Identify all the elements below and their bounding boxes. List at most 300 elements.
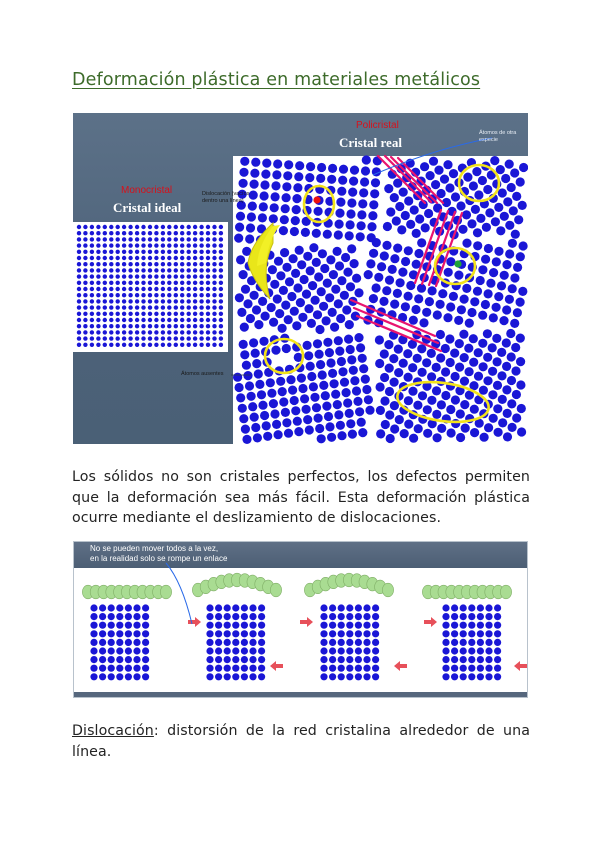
lattice-atom — [180, 287, 184, 291]
crystal-atom — [463, 173, 472, 182]
crystal-atom — [390, 254, 399, 263]
crystal-atom — [338, 176, 347, 185]
crystal-atom — [489, 313, 498, 322]
crystal-atom — [281, 408, 290, 417]
lattice-atom — [199, 324, 203, 328]
crystal-atom — [464, 344, 473, 353]
lattice-atom — [193, 237, 197, 241]
crystal-atom — [355, 407, 364, 416]
lattice-atom — [128, 250, 132, 254]
crystal-atom — [404, 420, 413, 429]
caterpillar-segment — [270, 583, 281, 597]
crystal-atom — [417, 284, 426, 293]
lattice-atom — [199, 250, 203, 254]
lattice-atom — [187, 250, 191, 254]
lattice-atom — [77, 299, 81, 303]
crystal-atom — [333, 400, 342, 409]
crystal-atom — [478, 265, 487, 274]
crystal-atom — [470, 405, 479, 414]
crystal-atom — [347, 355, 356, 364]
slip-atom — [338, 613, 345, 620]
crystal-atom — [385, 387, 394, 396]
crystal-atom — [401, 302, 410, 311]
lattice-atom — [116, 305, 120, 309]
lattice-atom — [180, 281, 184, 285]
slip-atom — [108, 639, 115, 646]
lattice-atom — [83, 287, 87, 291]
lattice-atom — [122, 293, 126, 297]
lattice-atom — [154, 305, 158, 309]
crystal-atom — [252, 359, 261, 368]
crystal-atom — [369, 200, 378, 209]
crystal-atom — [441, 391, 450, 400]
lattice-atom — [148, 243, 152, 247]
crystal-atom — [302, 405, 311, 414]
lattice-atom — [219, 268, 223, 272]
lattice-atom — [141, 293, 145, 297]
lattice-atom — [206, 293, 210, 297]
crystal-atom — [507, 352, 516, 361]
crystal-atom — [286, 375, 295, 384]
crystal-atom — [342, 305, 351, 314]
slip-atom — [477, 622, 484, 629]
lattice-atom — [187, 281, 191, 285]
lattice-atom — [174, 287, 178, 291]
crystal-atom — [262, 159, 271, 168]
crystal-atom — [502, 385, 511, 394]
lattice-atom — [187, 330, 191, 334]
crystal-atom — [261, 170, 270, 179]
lattice-atom — [187, 274, 191, 278]
lattice-atom — [187, 343, 191, 347]
lattice-atom — [122, 256, 126, 260]
slip-atom — [494, 673, 501, 680]
crystal-atom — [280, 215, 289, 224]
crystal-atom — [494, 247, 503, 256]
slip-atom — [99, 656, 106, 663]
crystal-atom — [438, 289, 447, 298]
slip-atom — [320, 613, 327, 620]
crystal-atom — [292, 321, 301, 330]
lattice-atom — [187, 336, 191, 340]
crystal-atom — [401, 211, 410, 220]
crystal-atom — [263, 432, 272, 441]
crystal-atom — [323, 230, 332, 239]
crystal-atom — [422, 358, 431, 367]
crystal-atom — [401, 257, 410, 266]
crystal-atom — [380, 373, 389, 382]
slip-atom — [460, 665, 467, 672]
slip-atom — [116, 630, 123, 637]
slip-atom — [338, 639, 345, 646]
slip-atom — [241, 673, 248, 680]
slip-atom — [241, 630, 248, 637]
crystal-atom — [337, 187, 346, 196]
slip-atom — [338, 673, 345, 680]
slip-atom — [372, 613, 379, 620]
crystal-atom — [326, 358, 335, 367]
lattice-atom — [212, 243, 216, 247]
crystal-atom — [393, 289, 402, 298]
lattice-atom — [128, 312, 132, 316]
lattice-atom — [109, 268, 113, 272]
crystal-atom — [328, 369, 337, 378]
slip-atom — [477, 647, 484, 654]
crystal-atom — [330, 323, 339, 332]
crystal-atom — [418, 391, 427, 400]
slip-atom — [232, 630, 239, 637]
crystal-atom — [284, 429, 293, 438]
slip-atom — [258, 656, 265, 663]
slip-atom — [224, 630, 231, 637]
crystal-atom — [354, 333, 363, 342]
slip-atom — [133, 613, 140, 620]
lattice-atom — [109, 299, 113, 303]
slip-atom — [241, 639, 248, 646]
lattice-atom — [135, 250, 139, 254]
lattice-atom — [135, 225, 139, 229]
lattice-atom — [161, 324, 165, 328]
slip-atom — [116, 665, 123, 672]
lattice-atom — [174, 336, 178, 340]
lattice-atom — [83, 293, 87, 297]
dislocation-definition: : distorsión de la red cristalina alrededor de una línea. — [72, 723, 530, 760]
crystal-atom — [347, 198, 356, 207]
crystal-atom — [236, 393, 245, 402]
lattice-atom — [161, 243, 165, 247]
slip-atom — [338, 656, 345, 663]
crystal-atom — [512, 192, 521, 201]
crystal-atom — [508, 284, 517, 293]
lattice-atom — [135, 305, 139, 309]
lattice-atom — [83, 343, 87, 347]
lattice-atom — [206, 225, 210, 229]
slip-atom — [363, 604, 370, 611]
lattice-atom — [174, 231, 178, 235]
crystal-atom — [431, 180, 440, 189]
crystal-atom — [309, 243, 318, 252]
crystal-atom — [474, 348, 483, 357]
lattice-atom — [83, 250, 87, 254]
lattice-atom — [135, 231, 139, 235]
crystal-atom — [245, 234, 254, 243]
lattice-atom — [116, 343, 120, 347]
slip-atom — [258, 622, 265, 629]
crystal-atom — [396, 278, 405, 287]
lattice-atom — [109, 274, 113, 278]
crystal-atom — [508, 239, 517, 248]
atomos-ausentes-note: Átomos ausentes — [181, 371, 224, 377]
slip-atom — [338, 647, 345, 654]
lattice-atom — [219, 231, 223, 235]
lattice-atom — [128, 237, 132, 241]
slip-atom — [206, 639, 213, 646]
lattice-atom — [116, 336, 120, 340]
lattice-atom — [77, 336, 81, 340]
lattice-atom — [187, 237, 191, 241]
lattice-atom — [193, 287, 197, 291]
crystal-atom — [336, 314, 345, 323]
crystal-atom — [382, 286, 391, 295]
slip-atom — [494, 639, 501, 646]
crystal-atom — [479, 362, 488, 371]
atomos-extra-note: Átomos de otra especie — [479, 130, 517, 143]
lattice-atom — [116, 250, 120, 254]
crystal-atom — [270, 280, 279, 289]
slip-atom — [133, 604, 140, 611]
crystal-atom — [327, 175, 336, 184]
slip-atom — [468, 673, 475, 680]
slip-atom — [442, 630, 449, 637]
lattice-atom — [180, 293, 184, 297]
slip-atom — [258, 665, 265, 672]
lattice-atom — [167, 250, 171, 254]
crystal-atom — [497, 371, 506, 380]
slip-atom — [249, 656, 256, 663]
lattice-atom — [167, 243, 171, 247]
slip-atom — [442, 647, 449, 654]
crystal-atom — [323, 338, 332, 347]
lattice-atom — [193, 293, 197, 297]
slip-atom — [90, 622, 97, 629]
dislocation-slip-figure — [73, 541, 528, 698]
crystal-atom — [370, 189, 379, 198]
crystal-atom — [414, 424, 423, 433]
crystal-atom — [423, 429, 432, 438]
lattice-atom — [161, 281, 165, 285]
lattice-atom — [167, 330, 171, 334]
crystal-atom — [326, 255, 335, 264]
lattice-atom — [193, 305, 197, 309]
lattice-atom — [103, 268, 107, 272]
slip-atom — [206, 630, 213, 637]
lattice-atom — [103, 250, 107, 254]
crystal-atom — [284, 315, 293, 324]
lattice-atom — [193, 250, 197, 254]
lattice-atom — [212, 274, 216, 278]
crystal-atom — [239, 168, 248, 177]
lattice-atom — [174, 237, 178, 241]
crystal-atom — [358, 199, 367, 208]
crystal-atom — [424, 209, 433, 218]
lattice-atom — [109, 243, 113, 247]
lattice-atom — [83, 330, 87, 334]
crystal-atom — [436, 330, 445, 339]
slip-atom — [258, 630, 265, 637]
slip-atom — [329, 630, 336, 637]
lattice-atom — [148, 225, 152, 229]
lattice-atom — [167, 312, 171, 316]
crystal-atom — [505, 249, 514, 258]
slip-atom — [346, 622, 353, 629]
crystal-atom — [270, 409, 279, 418]
slip-atom — [224, 613, 231, 620]
slip-atom — [224, 656, 231, 663]
lattice-atom — [219, 256, 223, 260]
crystal-atom — [362, 385, 371, 394]
lattice-atom — [135, 256, 139, 260]
lattice-atom — [90, 305, 94, 309]
slip-atom — [338, 604, 345, 611]
slip-atom — [485, 604, 492, 611]
crystal-atom — [250, 169, 259, 178]
crystal-atom — [292, 205, 301, 214]
crystal-atom — [337, 276, 346, 285]
crystal-atom — [291, 216, 300, 225]
crystal-atom — [375, 335, 384, 344]
lattice-atom — [174, 274, 178, 278]
slip-atom — [232, 622, 239, 629]
crystal-atom — [318, 249, 327, 258]
crystal-atom — [501, 174, 510, 183]
crystal-atom — [328, 308, 337, 317]
lattice-atom — [219, 243, 223, 247]
slip-atom — [108, 665, 115, 672]
crystal-atom — [366, 259, 375, 268]
crystal-atom — [280, 248, 289, 257]
lattice-atom — [161, 343, 165, 347]
crystal-atom — [383, 222, 392, 231]
lattice-atom — [167, 336, 171, 340]
lattice-atom — [90, 343, 94, 347]
lattice-atom — [122, 231, 126, 235]
lattice-atom — [109, 305, 113, 309]
lattice-atom — [83, 324, 87, 328]
lattice-atom — [109, 330, 113, 334]
crystal-atom — [444, 268, 453, 277]
lattice-atom — [122, 250, 126, 254]
lattice-atom — [161, 231, 165, 235]
slip-atom — [142, 665, 149, 672]
lattice-atom — [128, 256, 132, 260]
slip-atom — [249, 647, 256, 654]
crystal-atom — [258, 401, 267, 410]
lattice-atom — [83, 225, 87, 229]
crystal-atom — [488, 390, 497, 399]
crystal-atom — [369, 249, 378, 258]
crystal-atom — [347, 244, 356, 253]
crystal-atom — [302, 290, 311, 299]
crystal-atom — [329, 270, 338, 279]
crystal-atom — [473, 228, 482, 237]
slip-atom — [451, 665, 458, 672]
lattice-atom — [122, 225, 126, 229]
lattice-atom — [219, 330, 223, 334]
crystal-atom — [306, 162, 315, 171]
lattice-atom — [103, 225, 107, 229]
lattice-atom — [167, 225, 171, 229]
lattice-atom — [103, 243, 107, 247]
lattice-atom — [193, 336, 197, 340]
crystal-atom — [372, 238, 381, 247]
crystal-atom — [236, 255, 245, 264]
slip-atom — [355, 656, 362, 663]
crystal-atom — [440, 175, 449, 184]
crystal-atom — [470, 428, 479, 437]
crystal-atom — [331, 390, 340, 399]
lattice-atom — [206, 281, 210, 285]
lattice-atom — [161, 287, 165, 291]
crystal-atom — [334, 336, 343, 345]
lattice-atom — [199, 262, 203, 266]
crystal-atom — [516, 380, 525, 389]
slip-atom — [477, 673, 484, 680]
lattice-atom — [206, 318, 210, 322]
slip-atom — [442, 665, 449, 672]
slip-atom — [451, 630, 458, 637]
slip-atom — [232, 639, 239, 646]
caterpillar-segment — [382, 583, 393, 597]
slip-atom — [133, 622, 140, 629]
crystal-atom — [454, 316, 463, 325]
crystal-atom — [275, 309, 284, 318]
lattice-atom — [96, 318, 100, 322]
lattice-atom — [96, 262, 100, 266]
lattice-atom — [206, 256, 210, 260]
lattice-atom — [83, 274, 87, 278]
lattice-atom — [135, 287, 139, 291]
lattice-atom — [77, 250, 81, 254]
lattice-atom — [167, 231, 171, 235]
crystal-atom — [241, 425, 250, 434]
crystal-atom — [346, 419, 355, 428]
slip-atom — [494, 613, 501, 620]
force-arrow — [514, 661, 527, 671]
dislocation-term: Dislocación — [72, 723, 154, 739]
slip-atom — [125, 656, 132, 663]
lattice-atom — [83, 336, 87, 340]
crystal-atom — [484, 289, 493, 298]
crystal-atom — [260, 180, 269, 189]
lattice-atom — [193, 274, 197, 278]
lattice-atom — [77, 262, 81, 266]
crystal-atom — [243, 371, 252, 380]
lattice-atom — [96, 256, 100, 260]
cristal-ideal-label: Cristal ideal — [113, 200, 182, 215]
crystal-atom — [414, 294, 423, 303]
crystal-atom — [380, 349, 389, 358]
lattice-atom — [154, 312, 158, 316]
slip-atom — [108, 673, 115, 680]
lattice-atom — [90, 299, 94, 303]
lattice-atom — [219, 318, 223, 322]
crystal-atom — [348, 188, 357, 197]
lattice-atom — [116, 312, 120, 316]
slip-atom — [116, 656, 123, 663]
lattice-atom — [128, 287, 132, 291]
lattice-atom — [206, 237, 210, 241]
lattice-atom — [116, 287, 120, 291]
slip-atom — [249, 673, 256, 680]
crystal-atom — [281, 301, 290, 310]
crystal-atom — [502, 260, 511, 269]
slip-atom — [249, 604, 256, 611]
lattice-atom — [206, 312, 210, 316]
crystal-atom — [425, 297, 434, 306]
lattice-atom — [199, 299, 203, 303]
crystal-atom — [307, 372, 316, 381]
lattice-atom — [141, 305, 145, 309]
crystal-atom — [273, 294, 282, 303]
crystal-atom — [516, 177, 525, 186]
lattice-atom — [154, 336, 158, 340]
slip-atom — [451, 647, 458, 654]
lattice-atom — [148, 231, 152, 235]
lattice-atom — [141, 343, 145, 347]
crystal-atom — [362, 155, 371, 164]
crystal-atom — [446, 358, 455, 367]
slip-atom — [215, 604, 222, 611]
